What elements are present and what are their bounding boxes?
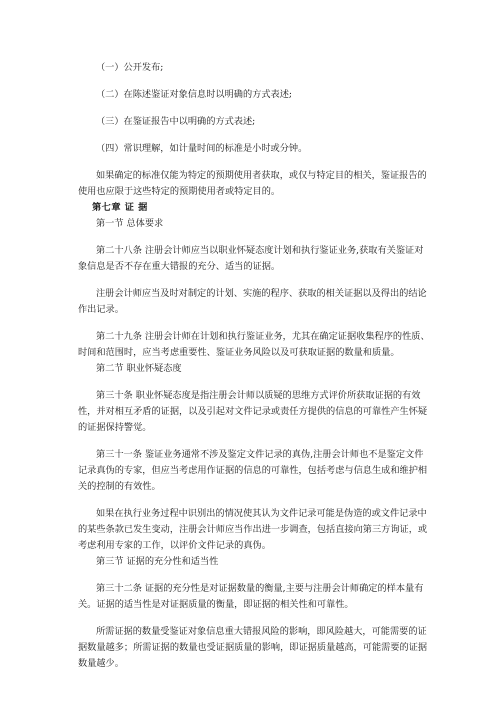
paragraph: 所需证据的数量受鉴证对象信息重大错报风险的影响，即风险越大，可能需要的证据数量越多；所需证据的数量也受证据质量的影响，即证据质量越高，可能需要的证据数量越少。 bbox=[78, 626, 428, 669]
article-30: 第三十条 职业怀疑态度是指注册会计师以质疑的思维方式评价所获取证据的有效性，并对相互矛盾的证据，以及引起对文件记录或责任方提供的信息的可靠性产生怀疑的证据保持警觉。 bbox=[78, 390, 428, 433]
article-32: 第三十二条 证据的充分性是对证据数量的衡量,主要与注册会计师确定的样本量有关。证据的适当性是对证据质量的衡量，即证据的相关性和可靠性。 bbox=[78, 583, 424, 610]
article-28: 第二十八条 注册会计师应当以职业怀疑态度计划和执行鉴证业务,获取有关鉴证对象信息是否不存在重大错报的充分、适当的证据。 bbox=[78, 245, 424, 272]
document-body bbox=[78, 60, 430, 672]
section-title: 第三节 证据的充分性和适当性 bbox=[96, 556, 219, 567]
article-31: 第三十一条 鉴证业务通常不涉及鉴定文件记录的真伪,注册会计师也不是鉴定文件记录真伪的专家，但应当考虑用作证据的信息的可靠性，包括考虑与信息生成和维护相关的控制的有效性。 bbox=[78, 449, 428, 492]
paragraph: 如果确定的标准仅能为特定的预期使用者获取，或仅与特定目的相关，鉴证报告的使用也应限于这些特定的预期使用者或特定目的。 bbox=[78, 170, 427, 197]
paragraph: 如果在执行业务过程中识别出的情况使其认为文件记录可能是伪造的或文件记录中的某些条款已发生变动，注册会计师应当作出进一步调查，包括直接向第三方询证，或考虑利用专家的工作，以评价文件记录的真伪。 bbox=[78, 508, 428, 551]
section-title: 第一节 总体要求 bbox=[96, 218, 164, 229]
list-item: （四）常识理解，如计量时间的标准是小时或分钟。 bbox=[96, 143, 308, 154]
list-item: （二）在陈述鉴证对象信息时以明确的方式表述; bbox=[96, 89, 293, 100]
paragraph: 注册会计师应当及时对制定的计划、实施的程序、获取的相关证据以及得出的结论作出记录。 bbox=[78, 288, 427, 315]
section-title: 第二节 职业怀疑态度 bbox=[96, 363, 182, 374]
list-item: （三）在鉴证报告中以明确的方式表述; bbox=[96, 116, 256, 127]
article-29: 第二十九条 注册会计师在计划和执行鉴证业务，尤其在确定证据收集程序的性质、时间和范围时，应当考虑重要性、鉴证业务风险以及可获取证据的数量和质量。 bbox=[78, 331, 430, 358]
list-item: （一）公开发布; bbox=[96, 62, 164, 73]
chapter-title: 第七章 证 据 bbox=[92, 202, 148, 213]
